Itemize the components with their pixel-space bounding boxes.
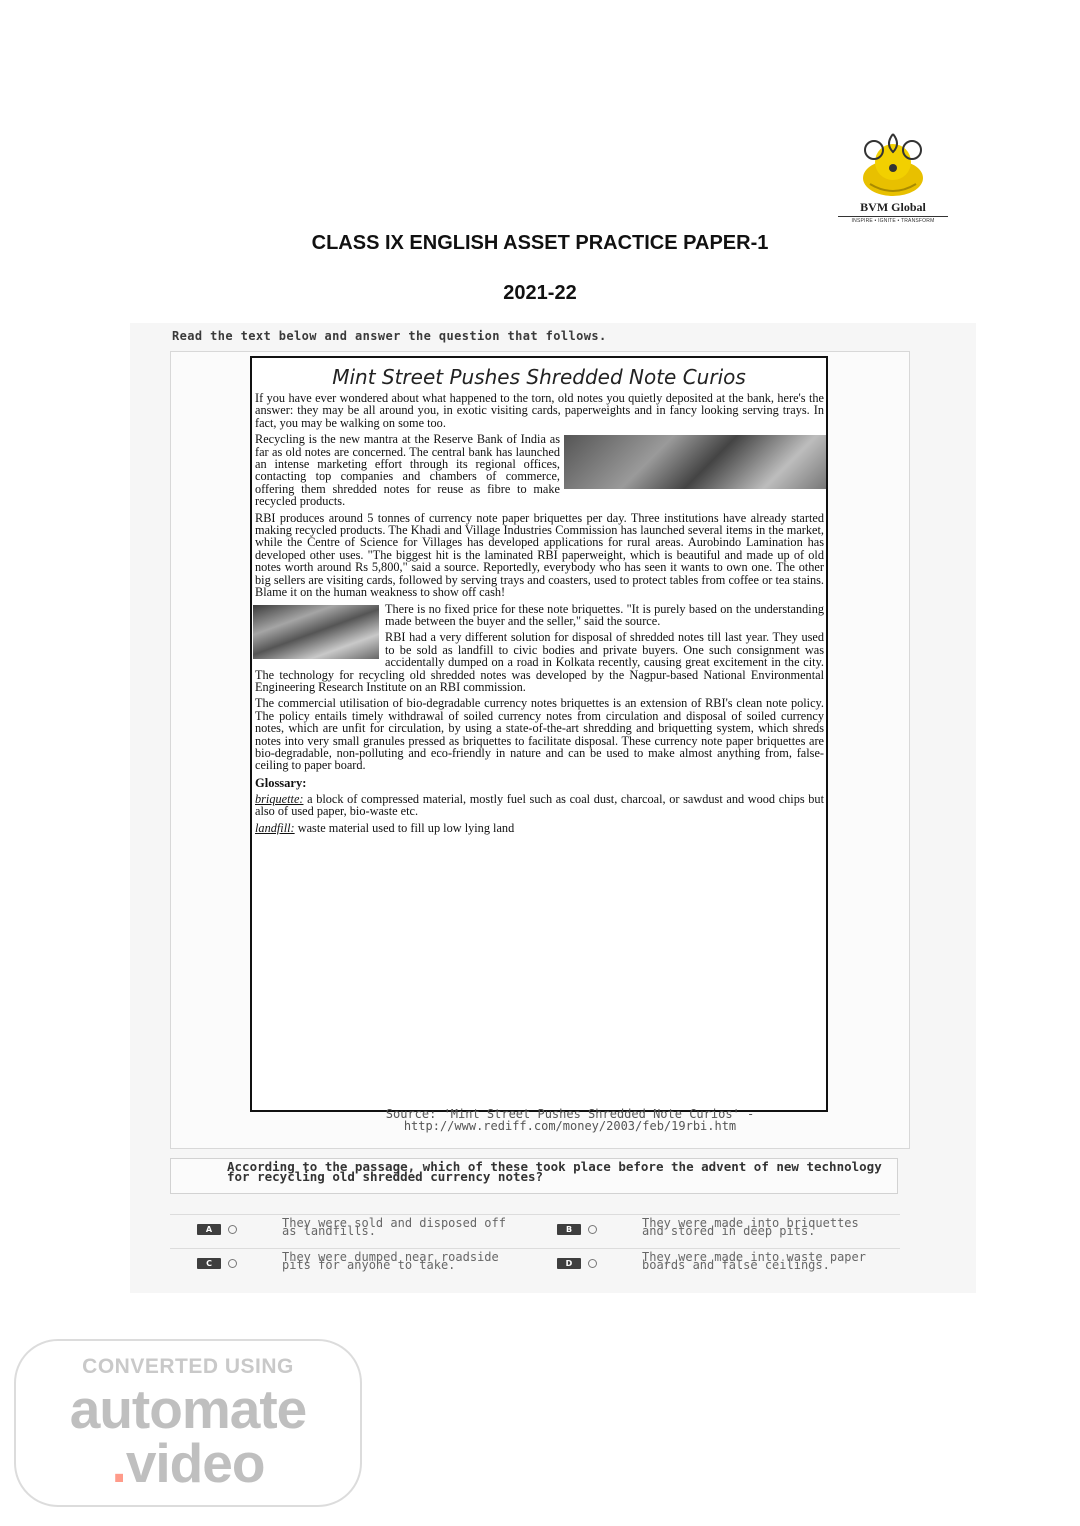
instruction-text: Read the text below and answer the question that follows. bbox=[172, 329, 607, 343]
radio-icon[interactable] bbox=[228, 1225, 237, 1234]
option-letter-badge: D bbox=[557, 1258, 581, 1269]
glossary-entry-landfill bbox=[255, 822, 824, 834]
option-text: They were dumped near roadside pits for anyone to take. bbox=[282, 1250, 499, 1273]
glossary-heading: Glossary: bbox=[255, 775, 307, 790]
bvm-emblem-icon bbox=[852, 128, 934, 200]
glossary-definition: waste material used to fill up low lying land bbox=[294, 820, 515, 835]
article-paragraph-6: The commercial utilisation of bio-degradable currency notes briquettes is an extension of RBI's clean note policy. The policy entails timely withdrawal of soiled currency notes from circulation and disposal of soiled currency notes, which are unfit for circulation, by using a state-of-the-art shredding and briquetting system, which shreds notes into very small granules pressed as briquettes to facilitate disposal. These currency note paper briquettes are bio-degradable, non-polluting and eco-friendly in nature and can be used to make almost anything from, false-ceiling to paper board. bbox=[255, 696, 824, 773]
watermark-brand-bottom bbox=[16, 1431, 360, 1495]
option-d[interactable] bbox=[530, 1250, 890, 1285]
article-paragraph-2: Recycling is the new mantra at the Reserve Bank of India as far as old notes are concerned. The central bank has launched an intense marketing effort through its regional offices, contacting top companies and chambers of commerce, offering them shredded notes for reuse as fibre to make recycled products. bbox=[255, 432, 560, 509]
page-title: CLASS IX ENGLISH ASSET PRACTICE PAPER-1 bbox=[311, 232, 769, 254]
article-paragraph-4: There is no fixed price for these note briquettes. "It is purely based on the understanding made between the buyer and the seller," said the source. bbox=[385, 601, 824, 628]
article-paragraph-3: RBI produces around 5 tonnes of currency note paper briquettes per day. Three institutions have already started making recycled products. The Khadi and Village Industries Commission has launched several items in the market, while the Centre of Science for Villages has developed applications for rural areas. Aurobindo Lamination has developed other uses. "The biggest hit is the laminated RBI paperweight, which is beautiful and made up of old notes worth around Rs 5,800," said a source. Reportedly, everybody who has seen it wants to own one. The other big sellers are visiting cards, followed by serving trays and coasters, used to protect tables from coffee or tea stains. Blame it on the human weakness to show off cash! bbox=[255, 510, 824, 600]
page-year: 2021-22 bbox=[503, 282, 577, 304]
article-paragraph-5: RBI had a very different solution for disposal of shredded notes till last year. They used to be sold as landfill to civic bodies and private buyers. One such consignment was accidentally dumped on a road in Kolkata recently, causing great excitement in the city. The technology for recycling old shredded notes was developed by the Nagpur-based National Environmental Engineering Research Institute on an RBI commission. bbox=[255, 630, 824, 694]
watermark-brand-top: automate bbox=[69, 1378, 307, 1440]
option-text: They were made into briquettes and stored in deep pits. bbox=[642, 1216, 859, 1239]
radio-icon[interactable] bbox=[588, 1259, 597, 1268]
watermark-caption: CONVERTED USING bbox=[82, 1355, 294, 1378]
question-stem bbox=[170, 1158, 898, 1194]
source-citation: Source: 'Mint Street Pushes Shredded Note Curios' - http://www.rediff.com/money/2003/feb/19rbi.htm bbox=[385, 1107, 755, 1133]
radio-icon[interactable] bbox=[228, 1259, 237, 1268]
radio-icon[interactable] bbox=[588, 1225, 597, 1234]
option-text: They were sold and disposed off as landfills. bbox=[282, 1216, 506, 1239]
options-divider bbox=[170, 1214, 900, 1215]
glossary-entry-briquette bbox=[255, 793, 824, 818]
question-card bbox=[130, 323, 976, 1293]
option-b[interactable] bbox=[530, 1216, 890, 1251]
article-photo-2 bbox=[253, 605, 379, 659]
glossary-definition: a block of compressed material, mostly fuel such as coal dust, charcoal, or sawdust and wood chips but also of used paper, bio-waste etc. bbox=[255, 791, 824, 819]
option-c[interactable] bbox=[170, 1250, 530, 1285]
article-paragraph-1: If you have ever wondered about what happened to the torn, old notes you quietly deposited at the bank, here's the answer: they may be all around you, in exotic visiting cards, paperweights and in fancy looking serving trays. In fact, you may be walking on some too. bbox=[255, 391, 824, 430]
article-box bbox=[250, 356, 828, 1112]
question-text: According to the passage, which of these took place before the advent of new technology for recycling old shredded currency notes? bbox=[227, 1159, 882, 1184]
options-divider bbox=[170, 1248, 900, 1249]
logo-tagline: INSPIRE • IGNITE • TRANSFORM bbox=[851, 218, 935, 224]
glossary-term: landfill: bbox=[255, 820, 295, 835]
article-photo-1 bbox=[564, 435, 826, 489]
watermark-brand-word: video bbox=[125, 1432, 265, 1494]
glossary-term: briquette: bbox=[255, 791, 304, 806]
converted-watermark bbox=[14, 1339, 362, 1507]
option-a[interactable] bbox=[170, 1216, 530, 1251]
option-letter-badge: B bbox=[557, 1224, 581, 1235]
option-text: They were made into waste paper boards and false ceilings. bbox=[642, 1250, 866, 1273]
logo-divider bbox=[838, 216, 948, 217]
logo-name: BVM Global bbox=[860, 200, 926, 214]
bvm-logo bbox=[834, 128, 952, 228]
option-letter-badge: A bbox=[197, 1224, 221, 1235]
watermark-dot: . bbox=[111, 1432, 126, 1494]
article-headline: Mint Street Pushes Shredded Note Curios bbox=[332, 365, 746, 389]
option-letter-badge: C bbox=[197, 1258, 221, 1269]
